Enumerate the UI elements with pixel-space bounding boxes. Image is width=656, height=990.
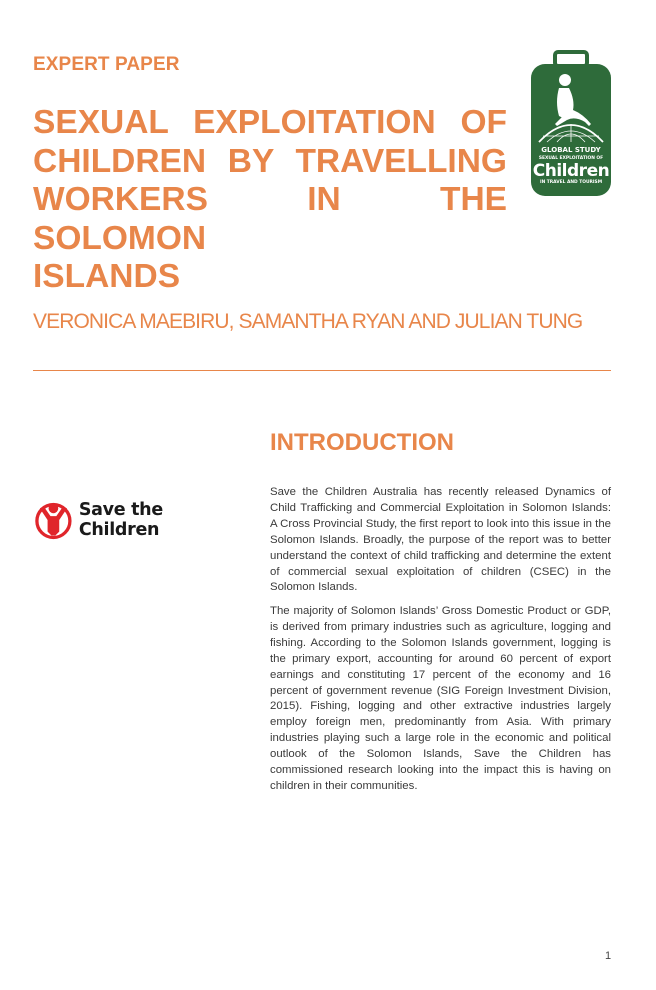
logo-line-2: SEXUAL EXPLOITATION OF [538,156,604,161]
title-line: WORKERS IN THE SOLOMON [33,181,507,257]
divider [33,370,611,371]
title-line: SEXUAL EXPLOITATION OF [33,104,507,141]
title-line: CHILDREN BY TRAVELLING [33,142,507,180]
section-heading: INTRODUCTION [270,429,454,456]
expert-paper-kicker: EXPERT PAPER [33,54,180,75]
global-study-logo [529,50,613,200]
logo-line-4: IN TRAVEL AND TOURISM [539,180,603,185]
save-the-children-logo [34,497,244,543]
save-the-children-emblem-icon [34,500,73,540]
document-title [33,104,507,297]
suitcase-icon [529,50,613,200]
logo-line-3: Children [532,161,610,181]
save-the-children-wordmark: Save the Children [78,500,163,540]
title-line: ISLANDS [33,258,181,295]
authors: VERONICA MAEBIRU, SAMANTHA RYAN AND JULIAN TUNG [33,310,583,333]
body-paragraph: The majority of Solomon Islands’ Gross Domestic Product or GDP, is derived from primary industries such as agriculture, logging and fishing. According to the Solomon Islands government, logging is the primary export, accounting for around 60 percent of export earnings and constituting 17 percent of the economy and 16 percent of government revenue (SIG Foreign Investment Division, 2015). Fishing, logging and other extractive industries largely employ foreign men, predominantly from Asia. With primary industries playing such a large role in the economic and political outlook of the Solomon Islands, Save the Children has commissioned research looking into the impact this is having on children in their communities. [270,605,611,792]
logo-line-1: GLOBAL STUDY [541,146,601,154]
page-number: 1 [605,950,612,962]
body-paragraph: Save the Children Australia has recently released Dynamics of Child Trafficking and Commercial Exploitation in Solomon Islands: A Cross Provincial Study, the first report to look into this issue in the Solomon Islands. Broadly, the purpose of the report was to better understand the context of child trafficking and determine the extent of commercial sexual exploitation of children (CSEC) in the Solomon Islands. [270,486,611,594]
